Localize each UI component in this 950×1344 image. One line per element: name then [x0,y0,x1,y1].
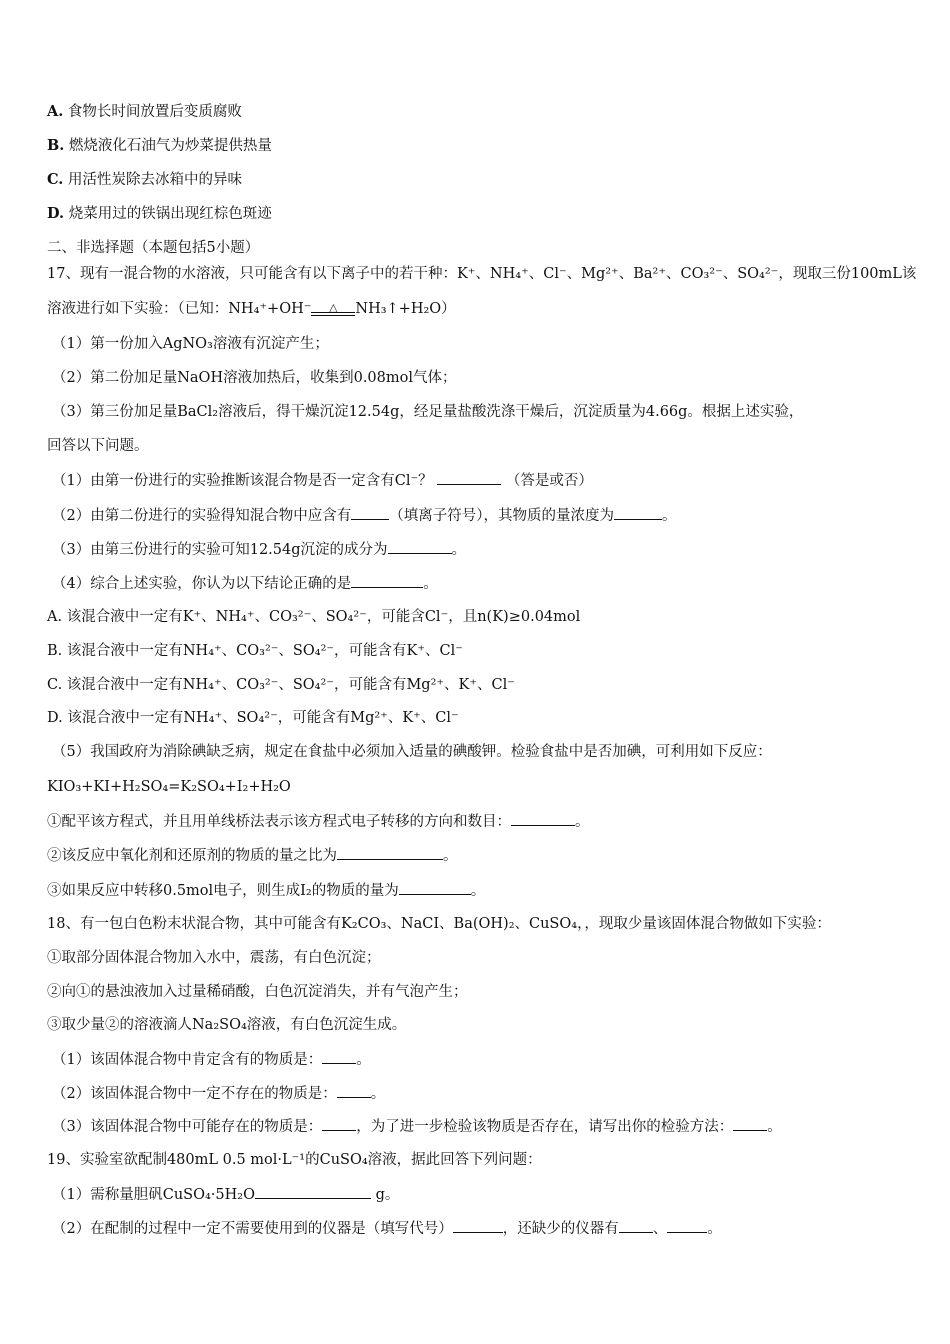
q17-sub1-hint: （答是或否） [505,473,593,489]
option-a [47,102,910,122]
option-a-letter: A. [47,103,64,120]
q17-step1 [47,811,910,832]
option-b [47,136,910,156]
q18-sub3-end: 。 [767,1119,782,1135]
q17-option-d: D. 该混合液中一定有NH₄⁺、SO₄²⁻，可能含有Mg²⁺、K⁺、Cl⁻ [47,710,459,726]
option-a-text: 食物长时间放置后变质腐败 [67,104,242,120]
answer-blank[interactable] [614,505,662,520]
answer-blank[interactable] [337,845,443,860]
q19-sub2-mid: ，还缺少的仪器有 [502,1221,619,1237]
q17-sub2-mid: （填离子符号），其物质的量浓度为 [389,508,614,524]
q18-sub2-text: （2）该固体混合物中一定不存在的物质是： [52,1086,337,1102]
q19-sub1 [52,1184,910,1205]
q17-option-c: C. 该混合液中一定有NH₄⁺、CO₃²⁻、SO₄²⁻，可能含有Mg²⁺、K⁺、Cl⁻ [47,677,515,693]
option-d-text: 烧菜用过的铁锅出现红棕色斑迹 [68,206,272,222]
q18-sub3 [52,1116,910,1137]
option-d-letter: D. [47,205,65,222]
q19-sub2-end: 。 [707,1221,722,1237]
q17-step3-text: ③如果反应中转移0.5mol电子，则生成I₂的物质的量为 [47,883,399,899]
q17-stem-line2-a: 溶液进行如下实验：（已知：NH₄⁺+OH⁻ [47,301,312,317]
q17-sub4-text: （4）综合上述实验，你认为以下结论正确的是 [52,576,352,592]
q17-sub1 [52,470,910,491]
answer-blank[interactable] [437,470,501,485]
option-c-letter: C. [47,171,64,188]
q18-sub3-mid: ，为了进一步检验该物质是否存在，请写出你的检验方法： [356,1119,734,1135]
q19-sub2-sep: 、 [652,1221,668,1237]
q17-stem-line1: 17、现有一混合物的水溶液，只可能含有以下离子中的若干种：K⁺、NH₄⁺、Cl⁻、Mg²⁺、Ba²⁺、CO₃²⁻、SO₄²⁻，现取三份100mL该 [47,266,917,282]
q18-sub1 [52,1049,910,1070]
q18-sub1-end: 。 [356,1052,371,1068]
answer-blank[interactable] [511,811,575,826]
q17-sub2-end: 。 [661,508,677,524]
answer-blank[interactable] [453,1218,503,1233]
q18-sub2 [52,1083,910,1104]
q19-sub1-end: g。 [370,1187,400,1203]
q17-sub3-text: （3）由第三份进行的实验可知12.54g沉淀的成分为 [52,542,388,558]
q17-step2 [47,845,910,866]
q19-sub2-text: （2）在配制的过程中一定不需要使用到的仪器是（填写代号） [52,1221,453,1237]
option-c [47,170,910,190]
q18-exp2: ②向①的悬浊液加入过量稀硝酸，白色沉淀消失，并有气泡产生； [47,984,468,1000]
answer-blank[interactable] [322,1116,356,1131]
q18-exp3: ③取少量②的溶液滴人Na₂SO₄溶液，有白色沉淀生成。 [47,1017,407,1033]
option-d [47,204,910,224]
q18-sub2-end: 。 [370,1086,386,1102]
q17-sub5: （5）我国政府为消除碘缺乏病，规定在食盐中必须加入适量的碘酸钾。检验食盐中是否加碘，可利用如下反应： [52,744,772,760]
answer-blank[interactable] [255,1184,371,1199]
q18-stem: 18、有一包白色粉末状混合物，其中可能含有K₂CO₃、NaCI、Ba(OH)₂、CuSO₄，，现取少量该固体混合物做如下实验： [47,916,831,932]
q17-equation: KIO₃+KI+H₂SO₄=K₂SO₄+I₂+H₂O [47,779,291,795]
q17-step2-text: ②该反应中氧化剂和还原剂的物质的量之比为 [47,848,337,864]
answer-blank[interactable] [667,1218,707,1233]
q17-step3 [47,880,910,901]
q17-sub3 [52,539,910,560]
q19-sub1-text: （1）需称量胆矾CuSO₄·5H₂O [52,1187,255,1203]
answer-blank[interactable] [388,539,452,554]
q17-step1-end: 。 [575,814,590,830]
q19-stem: 19、实验室欲配制480mL 0.5 mol·L⁻¹的CuSO₄溶液，据此回答下列问题： [47,1152,542,1168]
heating-triangle-icon: △ [329,300,338,314]
q17-sub4-end: 。 [423,576,438,592]
answer-blank[interactable] [619,1218,653,1233]
q17-exp1: （1）第一份加入AgNO₃溶液有沉淀产生； [52,336,329,352]
q17-step3-end: 。 [470,883,486,899]
q17-exp2: （2）第二份加足量NaOH溶液加热后，收集到0.08mol气体； [52,370,457,386]
q19-sub2 [52,1218,910,1239]
option-c-text: 用活性炭除去冰箱中的异味 [67,172,242,188]
q17-stem-line2 [47,299,910,319]
q17-sub3-end: 。 [451,542,467,558]
q17-exp3-line2: 回答以下问题。 [47,438,149,454]
q17-sub2-text: （2）由第二份进行的实验得知混合物中应含有 [52,508,352,524]
answer-blank[interactable] [733,1116,767,1131]
q17-option-a: A. 该混合液中一定有K⁺、NH₄⁺、CO₃²⁻、SO₄²⁻，可能含Cl⁻，且n(K)≥0.04mol [47,609,581,625]
q17-exp3-line1: （3）第三份加足量BaCl₂溶液后，得干燥沉淀12.54g，经足量盐酸洗涤干燥后，沉淀质量为4.66g。根据上述实验， [52,404,804,420]
answer-blank[interactable] [351,505,389,520]
q17-sub2 [52,505,910,526]
answer-blank[interactable] [322,1049,356,1064]
heating-arrow [311,300,355,316]
q18-exp1: ①取部分固体混合物加入水中，震荡，有白色沉淀； [47,950,381,966]
q18-sub3-text: （3）该固体混合物中可能存在的物质是： [52,1119,323,1135]
section-title: 二、非选择题（本题包括5小题） [47,240,260,256]
q17-option-b: B. 该混合液中一定有NH₄⁺、CO₃²⁻、SO₄²⁻，可能含有K⁺、Cl⁻ [47,643,463,659]
q18-sub1-text: （1）该固体混合物中肯定含有的物质是： [52,1052,323,1068]
q17-step2-end: 。 [443,848,458,864]
answer-blank[interactable] [337,1083,371,1098]
q17-sub4 [52,573,910,594]
option-b-text: 燃烧液化石油气为炒菜提供热量 [68,138,272,154]
option-b-letter: B. [47,137,65,154]
answer-blank[interactable] [351,573,423,588]
q17-sub1-text: （1）由第一份进行的实验推断该混合物是否一定含有Cl⁻？ [52,473,433,489]
q17-stem-line2-b: NH₃↑+H₂O） [355,301,456,317]
answer-blank[interactable] [399,880,471,895]
q17-step1-text: ①配平该方程式，并且用单线桥法表示该方程式电子转移的方向和数目： [47,814,511,830]
